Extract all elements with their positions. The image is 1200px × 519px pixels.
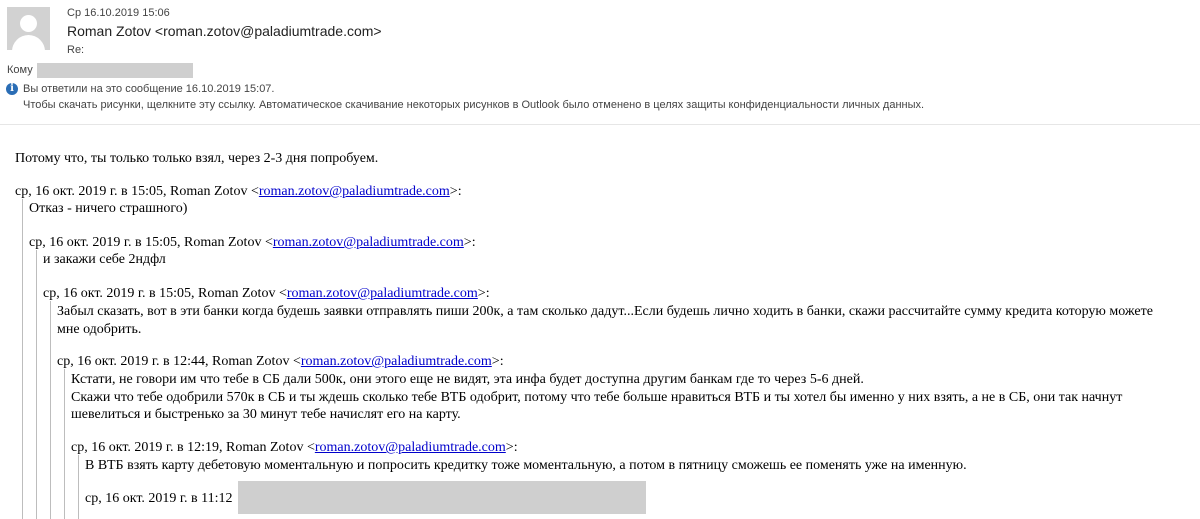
- to-label: Кому: [7, 64, 33, 76]
- quote-text-2: и закажи себе 2ндфл: [43, 252, 166, 267]
- quote-header-5: ср, 16 окт. 2019 г. в 12:19, Roman Zotov <roman.zotov@paladiumtrade.com>:: [71, 440, 518, 455]
- quote-bar-4: [64, 369, 65, 519]
- sender-email-link[interactable]: roman.zotov@paladiumtrade.com: [300, 354, 492, 369]
- sender-email-link[interactable]: roman.zotov@paladiumtrade.com: [272, 235, 464, 250]
- quote-text-4-line2: Скажи что тебе одобрили 570к в СБ и ты ждешь сколько тебе ВТБ одобрит, потому что тебе больше нравиться ВТБ и ты хотел бы именно у них взять, а не в СБ, они так начнут: [71, 390, 1123, 405]
- sender-email-link[interactable]: roman.zotov@paladiumtrade.com: [258, 184, 450, 199]
- redacted-quote-header: [238, 481, 646, 514]
- reply-text: Потому что, ты только только взял, через 2-3 дня попробуем.: [15, 151, 379, 166]
- quote-header-1: ср, 16 окт. 2019 г. в 15:05, Roman Zotov <roman.zotov@paladiumtrade.com>:: [15, 184, 462, 199]
- quote-header-6: ср, 16 окт. 2019 г. в 11:12: [85, 491, 233, 506]
- quote-text-3-line1: Забыл сказать, вот в эти банки когда будешь заявки отправлять пиши 200к, а там сколько дадут...Если будешь лично ходить в банки, скажи рассчитайте сумму кредита которую можете: [57, 304, 1153, 319]
- sender-email-link[interactable]: roman.zotov@paladiumtrade.com: [314, 440, 506, 455]
- quote-text-5: В ВТБ взять карту дебетовую моментальную и попросить кредитку тоже моментальную, а потом в пятницу сможешь ее поменять уже на именную.: [85, 458, 967, 473]
- quote-header-3: ср, 16 окт. 2019 г. в 15:05, Roman Zotov <roman.zotov@paladiumtrade.com>:: [43, 286, 490, 301]
- quote-bar-3: [50, 301, 51, 519]
- quote-header-2: ср, 16 окт. 2019 г. в 15:05, Roman Zotov <roman.zotov@paladiumtrade.com>:: [29, 235, 476, 250]
- replied-notice[interactable]: Вы ответили на это сообщение 16.10.2019 15:07.: [23, 83, 275, 95]
- quote-text-4-line1: Кстати, не говори им что тебе в СБ дали 500к, они этого еще не видят, эта инфа будет доступна другим банкам где то через 5-6 дней.: [71, 372, 864, 387]
- quote-bar-1: [22, 199, 23, 519]
- download-images-notice[interactable]: Чтобы скачать рисунки, щелкните эту ссылку. Автоматическое скачивание некоторых рисунков в Outlook было отменено в целях защиты конфиденциальности личных данных.: [23, 99, 925, 111]
- avatar-head-shape: [20, 15, 37, 32]
- quote-text-4-line3: шевелиться и быстренько за 30 минут тебе начислят его на карту.: [71, 407, 461, 422]
- quote-text-1: Отказ - ничего страшного): [29, 201, 188, 216]
- quote-bar-5: [78, 455, 79, 519]
- message-subject: Re:: [67, 44, 85, 56]
- sender-name[interactable]: Roman Zotov <roman.zotov@paladiumtrade.com>: [67, 23, 382, 39]
- message-date: Ср 16.10.2019 15:06: [67, 7, 170, 19]
- info-icon: i: [6, 83, 18, 95]
- header-separator: [0, 124, 1200, 125]
- quote-text-3-line2: мне одобрить.: [57, 322, 142, 337]
- quote-header-4: ср, 16 окт. 2019 г. в 12:44, Roman Zotov <roman.zotov@paladiumtrade.com>:: [57, 354, 504, 369]
- sender-avatar: [7, 7, 50, 50]
- redacted-recipient: [37, 63, 193, 78]
- quote-bar-2: [36, 250, 37, 519]
- sender-email-link[interactable]: roman.zotov@paladiumtrade.com: [286, 286, 478, 301]
- avatar-body-shape: [12, 35, 45, 50]
